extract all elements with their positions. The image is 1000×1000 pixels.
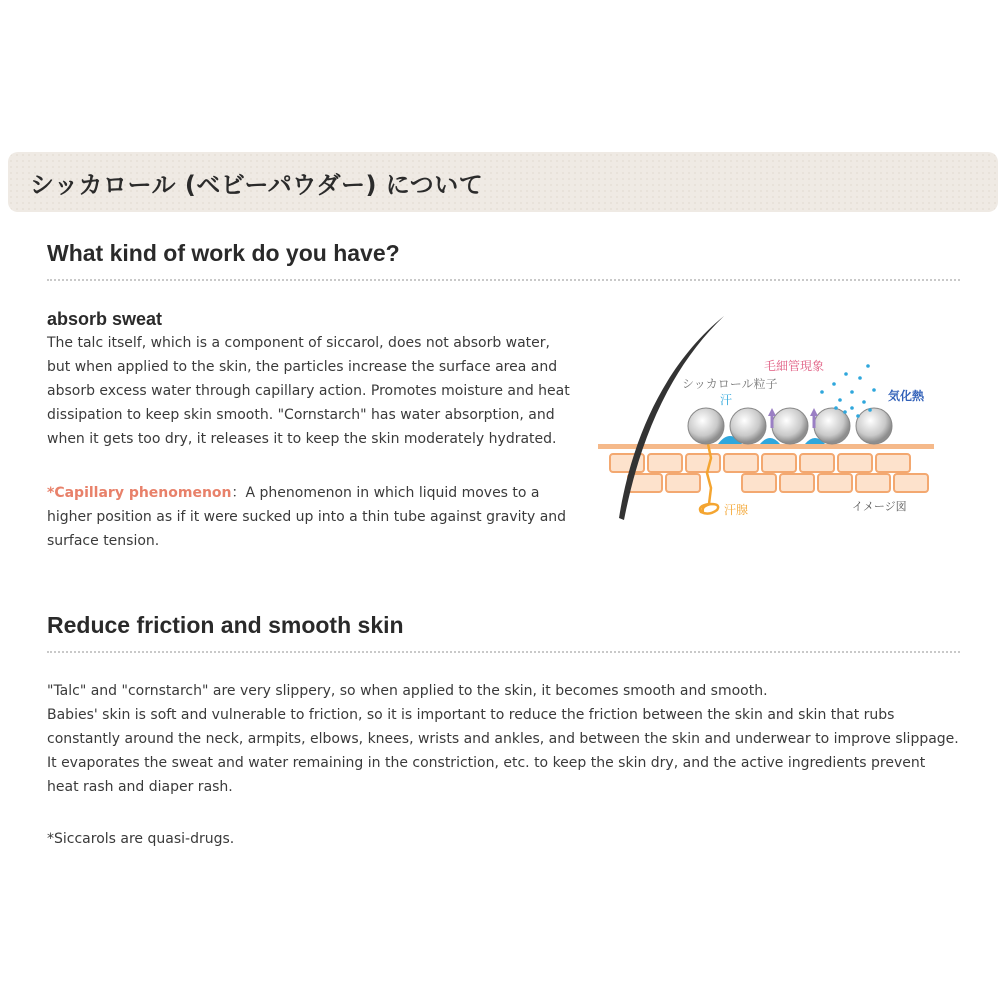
section2-line: "Talc" and "cornstarch" are very slippery, so when applied to the skin, it becomes smooth and smooth. xyxy=(47,683,768,699)
divider xyxy=(47,651,960,653)
footnote-text: *Siccarols are quasi-drugs. xyxy=(47,831,235,847)
note-text: A phenomenon in which liquid moves to a higher position as if it were sucked up into a thin tube against gravity and surface tension. xyxy=(47,485,567,549)
label-particles: シッカロール粒子 xyxy=(682,377,778,391)
skin-cells xyxy=(610,454,928,492)
section1-subheading: absorb sweat xyxy=(47,309,163,329)
section-banner xyxy=(8,152,998,212)
label-image: イメージ図 xyxy=(852,500,907,513)
sweat-gland-coil xyxy=(700,504,718,514)
skin-surface xyxy=(598,444,934,449)
divider xyxy=(47,279,960,281)
note-term: *Capillary phenomenon xyxy=(47,485,232,501)
section1-header xyxy=(47,240,960,281)
section2-body xyxy=(47,679,960,799)
section2-heading: Reduce friction and smooth skin xyxy=(47,612,404,638)
banner-title: シッカロール (ベビーパウダー) について xyxy=(30,171,484,199)
footnote xyxy=(47,827,960,851)
note-separator: ： xyxy=(231,485,246,501)
siccarol-particles xyxy=(688,408,892,444)
section1-heading: What kind of work do you have? xyxy=(47,240,400,266)
capillary-illustration xyxy=(590,308,950,530)
section2-line: It evaporates the sweat and water remaining in the constriction, etc. to keep the skin dry, and the active ingredients prevent heat rash and diaper rash. xyxy=(47,755,926,795)
label-capillary: 毛細管現象 xyxy=(764,359,825,373)
section1-body xyxy=(47,331,577,451)
label-gland: 汗腺 xyxy=(724,503,749,517)
capillary-note xyxy=(47,481,577,553)
section2-line: Babies' skin is soft and vulnerable to friction, so it is important to reduce the friction between the skin and skin that rubs constantly around the neck, armpits, elbows, knees, wrists and ankles, and between the skin and underwear to improve slippage. xyxy=(47,707,959,747)
label-sweat: 汗 xyxy=(720,393,733,407)
label-heat: 気化熱 xyxy=(888,389,925,403)
section2-header xyxy=(47,612,960,653)
section1-body-text: The talc itself, which is a component of siccarol, does not absorb water, but when applied to the skin, the particles increase the surface area and absorb excess water through capillary action. Promotes moisture and heat dissipation to keep skin smooth. "Cornstarch" has water absorption, and when it gets too dry, it releases it to keep the skin moderately hydrated. xyxy=(47,335,570,447)
